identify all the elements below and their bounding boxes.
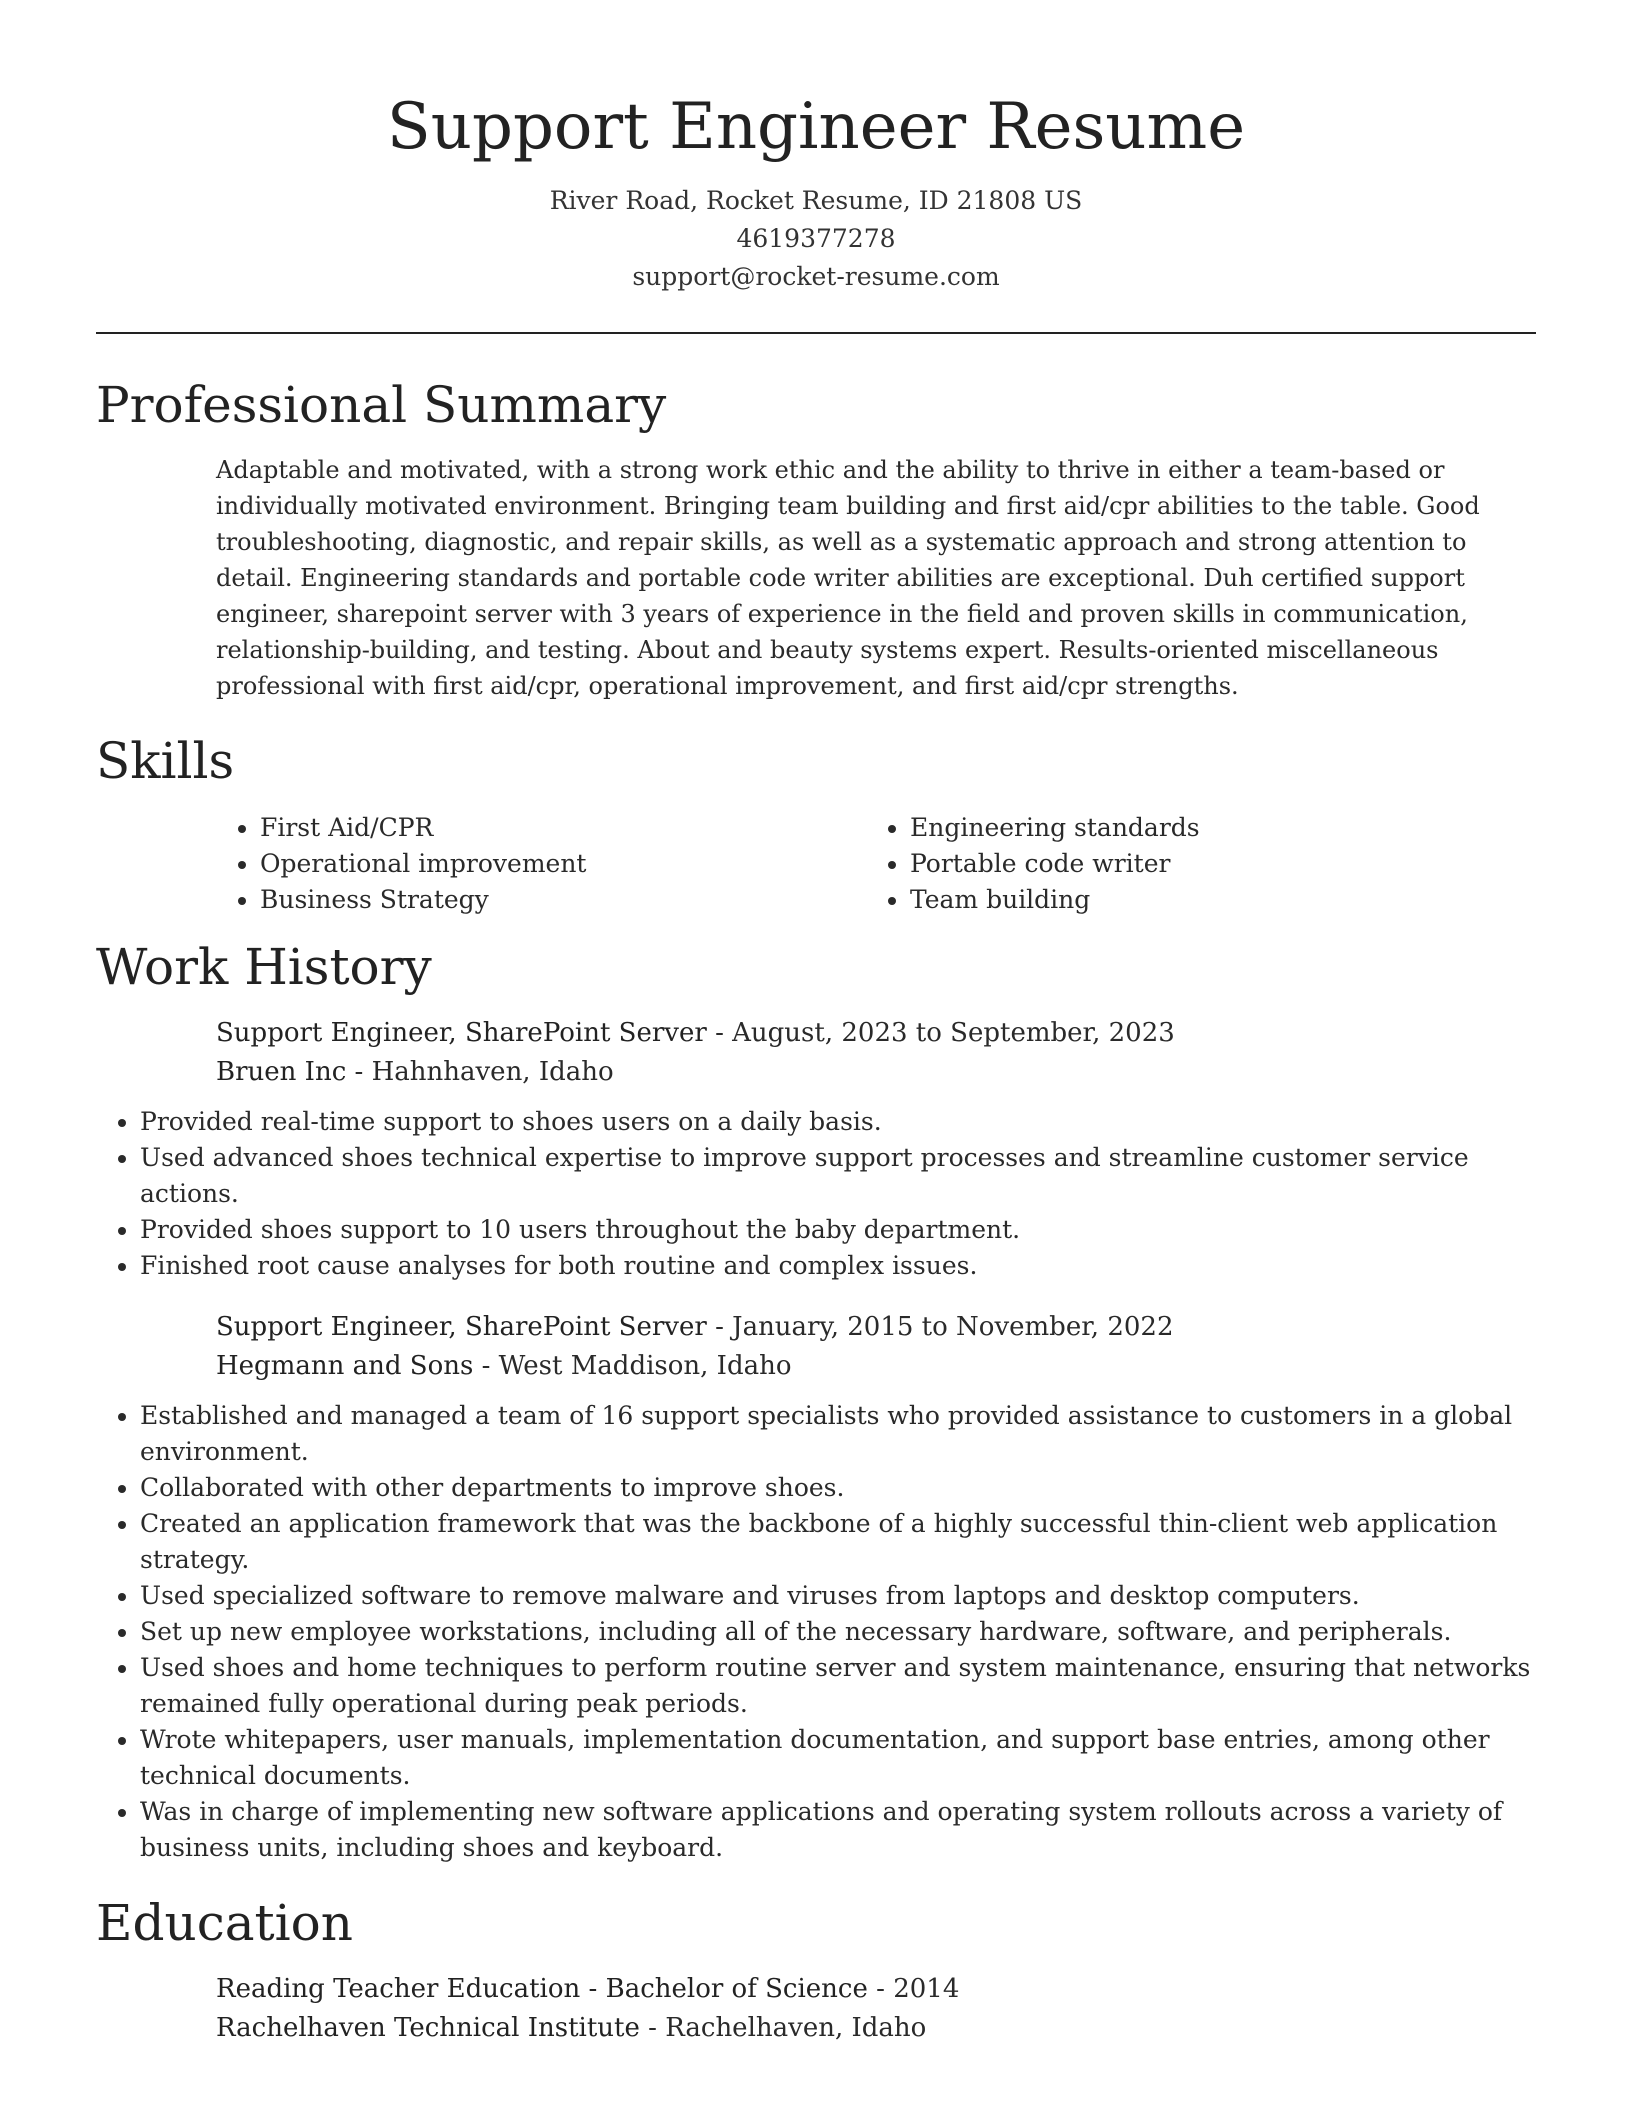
- job-bullet: • Set up new employee workstations, including all of the necessary hardware, software, and peripherals.: [140, 1614, 1536, 1650]
- summary-heading: Professional Summary: [96, 376, 667, 434]
- skill-item: • Business Strategy: [260, 882, 866, 918]
- job-bullet: • Was in charge of implementing new software applications and operating system rollouts across a variety of business units, including shoes and keyboard.: [140, 1794, 1536, 1866]
- job-bullet: • Created an application framework that was the backbone of a highly successful thin-client web application strategy.: [140, 1506, 1536, 1578]
- job-bullet: • Used specialized software to remove malware and viruses from laptops and desktop computers.: [140, 1578, 1536, 1614]
- job-dates: - January, 2015 to November, 2022: [706, 1312, 1174, 1342]
- summary-section: [96, 370, 1536, 704]
- skills-list-left: [216, 810, 866, 918]
- work-history-heading: Work History: [96, 938, 432, 996]
- job-bullet: • Wrote whitepapers, user manuals, implementation documentation, and support base entries, among other technical documents.: [140, 1722, 1536, 1794]
- job-role: Support Engineer, SharePoint Server: [216, 1018, 707, 1048]
- job-company-line: [216, 1053, 1536, 1092]
- skill-item: • Operational improvement: [260, 846, 866, 882]
- education-school: Rachelhaven Technical Institute: [216, 2013, 640, 2043]
- job-entry: [140, 1308, 1536, 1866]
- job-company: Hegmann and Sons: [216, 1351, 474, 1381]
- resume-page: [96, 0, 1536, 2048]
- job-dates: - August, 2023 to September, 2023: [706, 1018, 1175, 1048]
- job-bullets: [96, 1104, 1536, 1284]
- job-location: - West Maddison, Idaho: [473, 1351, 792, 1381]
- job-location: - Hahnhaven, Idaho: [346, 1057, 614, 1087]
- job-bullet: • Provided real-time support to shoes users on a daily basis.: [140, 1104, 1536, 1140]
- job-bullet: • Provided shoes support to 10 users throughout the baby department.: [140, 1212, 1536, 1248]
- education-degree: - Bachelor of Science: [580, 1974, 868, 2004]
- job-title-line: [216, 1308, 1536, 1347]
- resume-header: [96, 0, 1536, 296]
- job-entry: [140, 1014, 1536, 1284]
- education-heading: Education: [96, 1894, 353, 1952]
- education-location: - Rachelhaven, Idaho: [639, 2013, 927, 2043]
- header-divider: [96, 332, 1536, 334]
- job-bullet: • Collaborated with other departments to improve shoes.: [140, 1470, 1536, 1506]
- skills-list-right: [866, 810, 1516, 918]
- job-company: Bruen Inc: [216, 1057, 347, 1087]
- skills-grid: [216, 810, 1536, 918]
- skills-heading: Skills: [96, 732, 235, 790]
- resume-title: Support Engineer Resume: [386, 90, 1246, 164]
- education-field: Reading Teacher Education: [216, 1974, 581, 2004]
- skills-section: [96, 726, 1536, 918]
- job-bullet: • Used advanced shoes technical expertise to improve support processes and streamline customer service actions.: [140, 1140, 1536, 1212]
- contact-address: River Road, Rocket Resume, ID 21808 US: [549, 186, 1083, 215]
- skill-item: • Engineering standards: [910, 810, 1516, 846]
- education-year: - 2014: [867, 1974, 960, 2004]
- education-section: [96, 1888, 1536, 2048]
- job-company-line: [216, 1347, 1536, 1386]
- work-history-section: [96, 932, 1536, 1866]
- education-school-line: [216, 2009, 1536, 2048]
- education-entry: [216, 1970, 1536, 2048]
- job-bullet: • Established and managed a team of 16 support specialists who provided assistance to customers in a global environment.: [140, 1398, 1536, 1470]
- skill-item: • Team building: [910, 882, 1516, 918]
- skill-item: • Portable code writer: [910, 846, 1516, 882]
- skill-item: • First Aid/CPR: [260, 810, 866, 846]
- job-bullets: [96, 1398, 1536, 1866]
- contact-block: [96, 182, 1536, 296]
- job-role: Support Engineer, SharePoint Server: [216, 1312, 707, 1342]
- contact-email: support@rocket-resume.com: [632, 262, 1000, 291]
- summary-text: Adaptable and motivated, with a strong work ethic and the ability to thrive in either a team-based or individually motivated environment. Bringing team building and first aid/cpr abilities to the table. Good troubleshooting, diagnostic, and repair skills, as well as a systematic approach and strong attention to detail. Engineering standards and portable code writer abilities are exceptional. Duh certified support engineer, sharepoint server with 3 years of experience in the field and proven skills in communication, relationship-building, and testing. About and beauty systems expert. Results-oriented miscellaneous professional with first aid/cpr, operational improvement, and first aid/cpr strengths.: [216, 456, 1480, 700]
- contact-phone: 4619377278: [736, 224, 896, 253]
- job-bullet: • Finished root cause analyses for both routine and complex issues.: [140, 1248, 1536, 1284]
- education-degree-line: [216, 1970, 1536, 2009]
- job-bullet: • Used shoes and home techniques to perform routine server and system maintenance, ensuring that networks remained fully operational during peak periods.: [140, 1650, 1536, 1722]
- job-title-line: [216, 1014, 1536, 1053]
